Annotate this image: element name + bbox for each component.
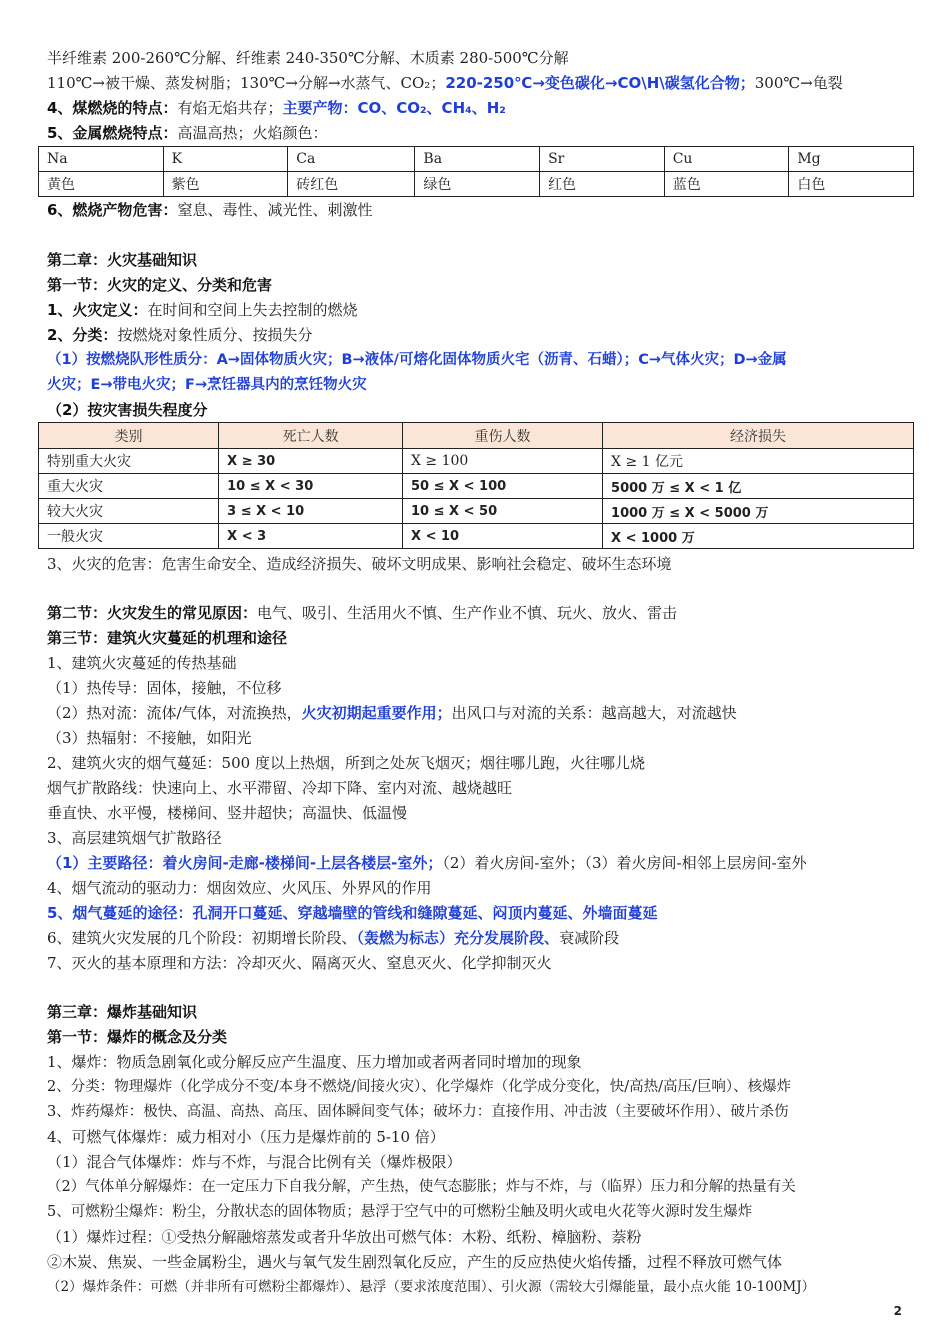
text-line: 半纤维素 200-260℃分解、纤维素 240-350℃分解、木质素 280-500℃分解 [47, 49, 569, 67]
text-line: 3、火灾的危害：危害生命安全、造成经济损失、破坏文明成果、影响社会稳定、破坏生态环境 [47, 555, 672, 573]
text-span: 衰减阶段 [559, 929, 620, 947]
section-heading: 第二节：火灾发生的常见原因： [47, 604, 258, 622]
text-line: 1、爆炸：物质急剧氧化或分解反应产生温度、压力增加或者两者同时增加的现象 [47, 1053, 582, 1071]
text-span: 110℃→被干燥、蒸发树脂；130℃→分解→水蒸气、CO₂； [47, 74, 446, 92]
table-cell: 10 ≤ X < 30 [219, 474, 403, 499]
emphasis-text: 火灾；E→带电火灾；F→烹饪器具内的烹饪物火灾 [47, 377, 367, 393]
table-cell: 一般火灾 [39, 524, 219, 549]
text-line [47, 601, 677, 625]
table-cell: 紫色 [163, 172, 288, 197]
metal-flame-color-table [38, 146, 914, 197]
item-heading: 6、燃烧产物危害： [47, 201, 178, 219]
section-heading: 第一节：爆炸的概念及分类 [47, 1028, 228, 1046]
table-cell: 绿色 [415, 172, 540, 197]
table-cell: X < 1000 万 [603, 524, 914, 549]
emphasis-text: 主要产物：CO、CO₂、CH₄、H₂ [282, 99, 506, 117]
table-header: 重伤人数 [403, 423, 603, 449]
text-line: 4、烟气流动的驱动力：烟囱效应、火风压、外界风的作用 [47, 879, 432, 897]
subheading: （2）按灾害损失程度分 [47, 401, 208, 419]
text-line: （1）热传导：固体，接触，不位移 [47, 679, 282, 697]
text-span: 出风口与对流的关系：越高越大，对流越快 [451, 704, 737, 722]
text-line: 7、灭火的基本原理和方法：冷却灭火、隔离灭火、窒息灭火、化学抑制灭火 [47, 954, 552, 972]
emphasis-text: （轰燃为标志）充分发展阶段、 [356, 929, 560, 947]
text-line: 2、分类：物理爆炸（化学成分不变/本身不燃烧/间接火灾）、化学爆炸（化学成分变化，快/高热/高压/巨响）、核爆炸 [47, 1079, 792, 1095]
table-cell: X < 10 [403, 524, 603, 549]
text-line [47, 298, 357, 322]
text-line: （2）爆炸条件：可燃（并非所有可燃粉尘都爆炸）、悬浮（要求浓度范围）、引火源（需较大引爆能量，最小点火能 10-100MJ） [47, 1279, 816, 1295]
emphasis-text: （1）按燃烧队形性质分：A→固体物质火灾；B→液体/可熔化固体物质火宅（沥青、石蜡）；C→气体火灾；D→金属 [47, 352, 787, 368]
table-cell: Cu [664, 147, 789, 172]
item-heading: 1、火灾定义： [47, 301, 148, 319]
emphasis-text: （1）主要路径：着火房间-走廊-楼梯间-上层各楼层-室外； [47, 854, 443, 872]
item-heading: 4、煤燃烧的特点： [47, 99, 178, 117]
text-span: 6、建筑火灾发展的几个阶段：初期增长阶段、 [47, 929, 357, 947]
text-line: 4、可燃气体爆炸：威力相对小（压力是爆炸前的 5-10 倍） [47, 1128, 445, 1146]
fire-loss-table [38, 422, 914, 549]
text-line: 3、高层建筑烟气扩散路径 [47, 829, 222, 847]
text-span: （2）着火房间-室外；（3）着火房间-相邻上层房间-室外 [442, 854, 807, 872]
item-heading: 2、分类： [47, 326, 118, 344]
table-header: 死亡人数 [219, 423, 403, 449]
table-header-row [39, 423, 914, 449]
section-heading: 第一节：火灾的定义、分类和危害 [47, 276, 273, 294]
table-cell: 黄色 [39, 172, 164, 197]
emphasis-text: 220-250℃→变色碳化→CO\H\碳氢化合物； [445, 74, 755, 92]
text-line: （2）气体单分解爆炸：在一定压力下自我分解，产生热，使气态膨胀；炸与不炸，与（临界）压力和分解的热量有关 [47, 1179, 796, 1195]
text-line [47, 851, 807, 875]
text-span: 窒息、毒性、减光性、刺激性 [177, 201, 373, 219]
text-line: （1）爆炸过程：①受热分解融熔蒸发或者升华放出可燃气体：木粉、纸粉、樟脑粉、萘粉 [47, 1228, 642, 1246]
table-row [39, 524, 914, 549]
table-cell: 特别重大火灾 [39, 449, 219, 474]
text-line [47, 701, 737, 725]
text-line [47, 323, 312, 347]
table-cell: 白色 [789, 172, 914, 197]
text-line [47, 71, 843, 95]
emphasis-text: 火灾初期起重要作用； [301, 704, 452, 722]
emphasis-text: 5、烟气蔓延的途径：孔洞开口蔓延、穿越墙壁的管线和缝隙蔓延、闷顶内蔓延、外墙面蔓延 [47, 904, 658, 922]
text-line: 1、建筑火灾蔓延的传热基础 [47, 654, 237, 672]
text-line: 5、可燃粉尘爆炸：粉尘，分散状态的固体物质；悬浮于空气中的可燃粉尘触及明火或电火花等火源时发生爆炸 [47, 1204, 753, 1220]
chapter-heading: 第二章：火灾基础知识 [47, 251, 198, 269]
table-cell: 重大火灾 [39, 474, 219, 499]
text-line: ②木炭、焦炭、一些金属粉尘，遇火与氧气发生剧烈氧化反应，产生的反应热使火焰传播，过程不释放可燃气体 [47, 1253, 783, 1271]
text-line [47, 121, 327, 145]
table-header: 经济损失 [603, 423, 914, 449]
table-cell: 10 ≤ X < 50 [403, 499, 603, 524]
text-span: 按燃烧对象性质分、按损失分 [117, 326, 313, 344]
table-cell: Na [39, 147, 164, 172]
text-span: 300℃→龟裂 [754, 74, 843, 92]
table-row [39, 449, 914, 474]
table-cell: Ba [415, 147, 540, 172]
table-cell: 1000 万 ≤ X < 5000 万 [603, 499, 914, 524]
text-line: （3）热辐射：不接触，如阳光 [47, 729, 252, 747]
table-cell: K [163, 147, 288, 172]
table-cell: 5000 万 ≤ X < 1 亿 [603, 474, 914, 499]
table-cell: X < 3 [219, 524, 403, 549]
text-line: 垂直快、水平慢，楼梯间、竖井超快；高温快、低温慢 [47, 804, 408, 822]
text-line: 3、炸药爆炸：极快、高温、高热、高压、固体瞬间变气体；破坏力：直接作用、冲击波（主要破坏作用）、破片杀伤 [47, 1104, 789, 1120]
section-heading: 第三节：建筑火灾蔓延的机理和途径 [47, 629, 288, 647]
page-number: 2 [893, 1304, 902, 1318]
text-span: 高温高热；火焰颜色： [177, 124, 328, 142]
table-cell: Ca [288, 147, 415, 172]
item-heading: 5、金属燃烧特点： [47, 124, 178, 142]
text-line [47, 926, 619, 950]
table-cell: X ≥ 100 [403, 449, 603, 474]
text-span: 有焰无焰共存； [177, 99, 283, 117]
text-span: 电气、吸引、生活用火不慎、生产作业不慎、玩火、放火、雷击 [257, 604, 678, 622]
table-cell: 3 ≤ X < 10 [219, 499, 403, 524]
text-line: 2、建筑火灾的烟气蔓延：500 度以上热烟，所到之处灰飞烟灭；烟往哪儿跑，火往哪儿烧 [47, 754, 645, 772]
text-span: 在时间和空间上失去控制的燃烧 [147, 301, 358, 319]
table-cell: 50 ≤ X < 100 [403, 474, 603, 499]
text-line: 烟气扩散路线：快速向上、水平滞留、冷却下降、室内对流、越烧越旺 [47, 779, 513, 797]
table-row [39, 147, 914, 172]
table-cell: X ≥ 1 亿元 [603, 449, 914, 474]
chapter-heading: 第三章：爆炸基础知识 [47, 1003, 198, 1021]
text-line [47, 96, 506, 120]
table-row [39, 499, 914, 524]
table-cell: 较大火灾 [39, 499, 219, 524]
table-cell: X ≥ 30 [219, 449, 403, 474]
table-cell: 砖红色 [288, 172, 415, 197]
table-cell: 蓝色 [664, 172, 789, 197]
text-line: （1）混合气体爆炸：炸与不炸，与混合比例有关（爆炸极限） [47, 1153, 462, 1171]
table-row [39, 172, 914, 197]
table-row [39, 474, 914, 499]
text-line [47, 198, 372, 222]
table-cell: Sr [540, 147, 665, 172]
table-cell: 红色 [540, 172, 665, 197]
text-span: （2）热对流：流体/气体，对流换热， [47, 704, 302, 722]
table-cell: Mg [789, 147, 914, 172]
table-header: 类别 [39, 423, 219, 449]
